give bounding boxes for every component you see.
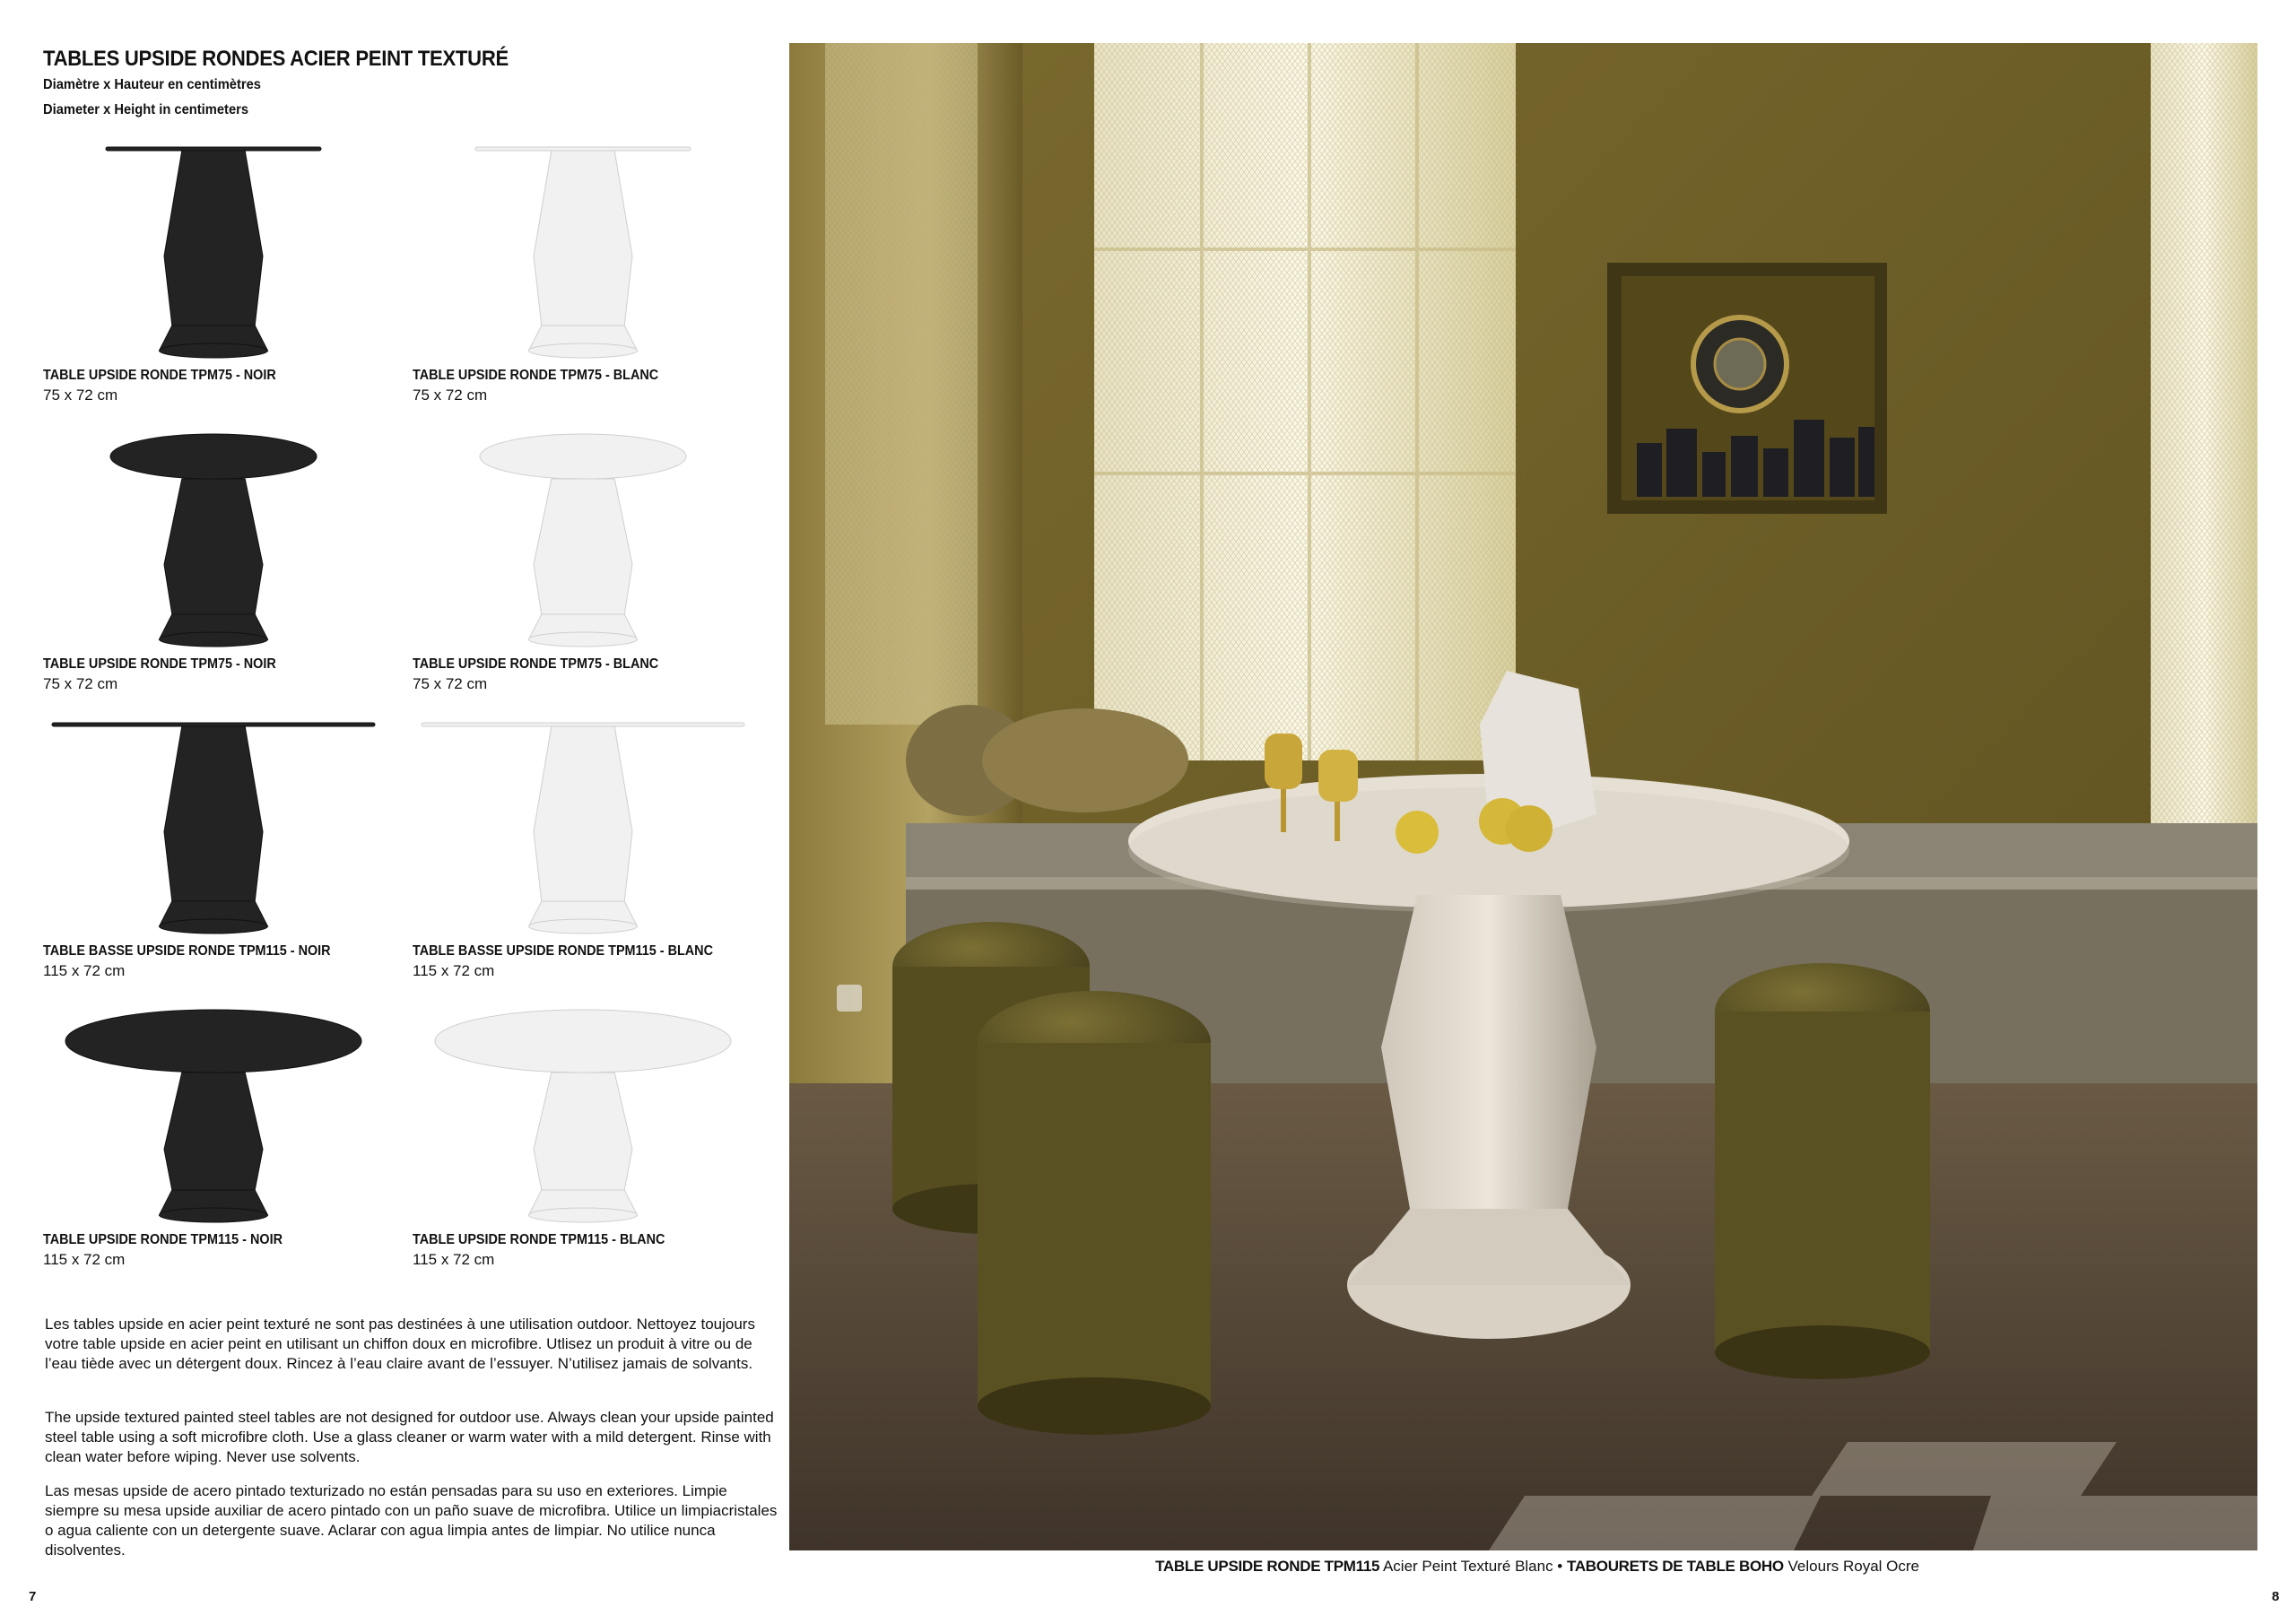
subtitle-en: Diameter x Height in centimeters xyxy=(43,102,249,117)
product-card xyxy=(413,142,771,361)
photo-caption xyxy=(1155,1558,1919,1576)
caption-product-2: TABOURETS DE TABLE BOHO xyxy=(1567,1558,1784,1575)
table-illustration xyxy=(413,430,771,650)
care-text-es: Las mesas upside de acero pintado texturizado no están pensadas para su uso en exteriores. Limpie siempre su mesa upside auxiliar de acero pintado con un paño suave de microfibra. Utilice un limpiacristales o agua caliente con un detergente suave. Aclarar con agua limpia antes de limpiar. No utilice nunca disolventes. xyxy=(45,1482,778,1559)
product-card xyxy=(413,717,771,937)
product-name: TABLE UPSIDE RONDE TPM75 - NOIR xyxy=(43,656,276,672)
product-dimensions: 115 x 72 cm xyxy=(413,962,495,979)
product-dimensions: 75 x 72 cm xyxy=(43,386,118,404)
product-card xyxy=(43,1006,402,1226)
product-name: TABLE UPSIDE RONDE TPM115 - NOIR xyxy=(43,1232,283,1247)
subtitle-fr: Diamètre x Hauteur en centimètres xyxy=(43,77,261,92)
product-dimensions: 115 x 72 cm xyxy=(413,1251,495,1268)
product-card xyxy=(43,717,402,937)
care-text-en: The upside textured painted steel tables are not designed for outdoor use. Always clean your upside painted steel table using a soft microfibre cloth. Use a glass cleaner or warm water with a mild detergent. Rinse with clean water before wiping. Never use solvents. xyxy=(45,1409,774,1465)
table-illustration xyxy=(43,717,402,937)
caption-finish-1: Acier Peint Texturé Blanc • xyxy=(1379,1558,1567,1575)
caption-finish-2: Velours Royal Ocre xyxy=(1783,1558,1919,1575)
product-card xyxy=(43,142,402,361)
page-number-right: 8 xyxy=(2272,1589,2280,1604)
table-illustration xyxy=(413,142,771,361)
caption-product-1: TABLE UPSIDE RONDE TPM115 xyxy=(1155,1558,1380,1575)
table-illustration xyxy=(43,430,402,650)
table-illustration xyxy=(43,1006,402,1226)
table-illustration xyxy=(413,1006,771,1226)
product-name: TABLE UPSIDE RONDE TPM75 - NOIR xyxy=(43,368,276,383)
interior-photo xyxy=(789,43,2257,1550)
product-card xyxy=(43,430,402,650)
product-dimensions: 75 x 72 cm xyxy=(43,675,118,692)
product-dimensions: 75 x 72 cm xyxy=(413,675,488,692)
page-title: TABLES UPSIDE RONDES ACIER PEINT TEXTURÉ xyxy=(43,47,509,71)
product-dimensions: 115 x 72 cm xyxy=(43,962,126,979)
product-name: TABLE BASSE UPSIDE RONDE TPM115 - BLANC xyxy=(413,943,713,959)
product-name: TABLE BASSE UPSIDE RONDE TPM115 - NOIR xyxy=(43,943,331,959)
product-card xyxy=(413,430,771,650)
product-name: TABLE UPSIDE RONDE TPM115 - BLANC xyxy=(413,1232,665,1247)
page-number-left: 7 xyxy=(29,1589,37,1604)
product-dimensions: 75 x 72 cm xyxy=(413,386,488,404)
table-illustration xyxy=(413,717,771,937)
product-name: TABLE UPSIDE RONDE TPM75 - BLANC xyxy=(413,368,659,383)
product-card xyxy=(413,1006,771,1226)
care-text-fr: Les tables upside en acier peint texturé ne sont pas destinées à une utilisation outdoor. Nettoyez toujours votre table upside en acier peint en utilisant un chiffon doux en microfibre. Utlisez un produit à vitre ou de l’eau tiède avec un détergent doux. Rincez à l’eau claire avant de l’essuyer. N’utilisez jamais de solvants. xyxy=(45,1316,755,1372)
table-illustration xyxy=(43,142,402,361)
product-name: TABLE UPSIDE RONDE TPM75 - BLANC xyxy=(413,656,659,672)
product-dimensions: 115 x 72 cm xyxy=(43,1251,126,1268)
left-page xyxy=(0,0,789,1624)
